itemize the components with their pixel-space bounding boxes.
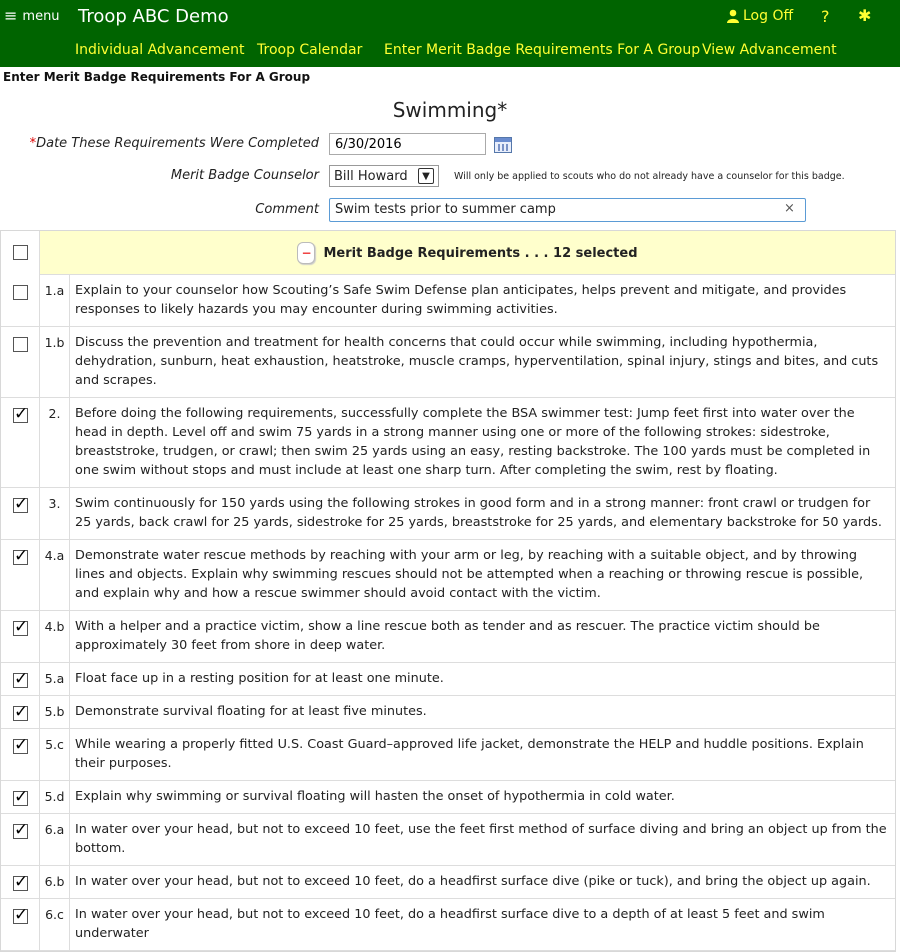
row-checkbox-cell (1, 729, 40, 780)
top-bar (0, 0, 900, 67)
clear-icon[interactable]: × (784, 201, 795, 216)
requirements-table (0, 230, 896, 952)
nav-individual-advancement[interactable]: Individual Advancement (75, 42, 245, 58)
gear-icon[interactable]: ✱ (858, 6, 872, 25)
requirement-number: 5.c (40, 729, 70, 780)
row-checkbox-cell (1, 866, 40, 898)
requirement-number: 2. (40, 398, 70, 487)
row-checkbox[interactable] (13, 285, 28, 300)
counselor-value: Bill Howard (334, 168, 408, 184)
select-all-checkbox[interactable] (13, 245, 28, 260)
row-checkbox[interactable] (13, 824, 28, 839)
requirement-number: 4.a (40, 540, 70, 610)
requirement-text: While wearing a properly fitted U.S. Coast Guard–approved life jacket, demonstrate the HELP and huddle positions. Explain their purposes. (75, 737, 864, 771)
date-label-wrap (30, 136, 319, 151)
log-off-label: Log Off (743, 8, 794, 24)
row-checkbox[interactable] (13, 550, 28, 565)
hamburger-icon: ≡ (4, 6, 18, 25)
row-checkbox-cell (1, 663, 40, 695)
table-row (1, 729, 895, 781)
header-title-wrap (40, 231, 895, 275)
row-checkbox-cell (1, 275, 40, 326)
requirement-number: 3. (40, 488, 70, 539)
requirement-text: Explain why swimming or survival floating will hasten the onset of hypothermia in cold water. (75, 789, 675, 804)
counselor-note: Will only be applied to scouts who do not already have a counselor for this badge. (454, 171, 845, 182)
table-row (1, 327, 895, 398)
row-checkbox-cell (1, 696, 40, 728)
requirement-text: In water over your head, but not to exceed 10 feet, do a headfirst surface dive (pike or tuck), and bring the object up again. (75, 874, 871, 889)
requirement-number: 6.b (40, 866, 70, 898)
nav-view-advancement[interactable]: View Advancement (702, 42, 837, 58)
requirement-number: 1.b (40, 327, 70, 397)
requirement-number: 4.b (40, 611, 70, 662)
menu-button[interactable] (4, 8, 60, 24)
requirement-text: With a helper and a practice victim, show a line rescue both as tender and as rescuer. The practice victim should be approximately 30 feet from shore in deep water. (75, 619, 820, 653)
table-row (1, 663, 895, 696)
page-title: Swimming* (392, 98, 508, 122)
nav-enter-merit-badge-requirements[interactable]: Enter Merit Badge Requirements For A Group (384, 42, 701, 58)
row-checkbox[interactable] (13, 909, 28, 924)
requirement-number: 5.a (40, 663, 70, 695)
table-row (1, 696, 895, 729)
requirement-text: Swim continuously for 150 yards using the following strokes in good form and in a strong manner: front crawl or trudgen for 25 yards, back crawl for 25 yards, sidestroke for 25 yards, breaststroke for 25 yards, and elementary backstroke for 50 yards. (75, 496, 882, 530)
comment-label: Comment (255, 202, 319, 217)
table-body (1, 275, 895, 951)
requirement-text: Before doing the following requirements, successfully complete the BSA swimmer test: Jump feet first into water over the head in depth. Level off and swim 75 yards in a strong manner using one or more of the following strokes: sidestroke, breaststroke, trudgen, or crawl; then swim 25 yards using an easy, resting backstroke. The 100 yards must be completed in one swim without stops and must include at least one sharp turn. After completing the swim, rest by floating. (75, 406, 871, 478)
row-checkbox-cell (1, 899, 40, 950)
row-checkbox-cell (1, 540, 40, 610)
requirement-text: In water over your head, but not to exceed 10 feet, do a headfirst surface dive to a depth of at least 5 feet and swim underwater (75, 907, 825, 941)
table-row (1, 814, 895, 866)
requirement-number: 1.a (40, 275, 70, 326)
main-nav (0, 40, 900, 64)
log-off-button[interactable] (726, 8, 793, 24)
row-checkbox[interactable] (13, 876, 28, 891)
table-row (1, 899, 895, 951)
row-checkbox[interactable] (13, 673, 28, 688)
help-button[interactable]: ? (821, 7, 830, 26)
requirement-text: In water over your head, but not to exceed 10 feet, use the feet first method of surface diving and bring an object up from the bottom. (75, 822, 887, 856)
table-row (1, 275, 895, 327)
comment-input[interactable]: Swim tests prior to summer camp (329, 198, 806, 222)
table-row (1, 540, 895, 611)
row-checkbox[interactable] (13, 408, 28, 423)
row-checkbox-cell (1, 781, 40, 813)
requirement-number: 6.c (40, 899, 70, 950)
row-checkbox[interactable] (13, 337, 28, 352)
chevron-down-icon: ▼ (418, 168, 434, 184)
top-bar-row (0, 0, 900, 36)
row-checkbox-cell (1, 611, 40, 662)
requirement-number: 6.a (40, 814, 70, 865)
counselor-select[interactable] (329, 165, 439, 187)
header-title: Merit Badge Requirements . . . 12 selected (323, 245, 638, 261)
requirement-text: Discuss the prevention and treatment for health concerns that could occur while swimming, including hypothermia, dehydration, sunburn, heat exhaustion, heatstroke, muscle cramps, hyperventilation, spinal injury, stings and bites, and cuts and scrapes. (75, 335, 879, 388)
counselor-label: Merit Badge Counselor (170, 168, 319, 183)
table-row (1, 398, 895, 488)
row-checkbox-cell (1, 488, 40, 539)
menu-label: menu (22, 8, 60, 24)
calendar-icon[interactable] (494, 137, 512, 153)
header-checkbox-cell (1, 231, 40, 275)
requirement-number: 5.b (40, 696, 70, 728)
date-input[interactable] (329, 133, 486, 155)
user-icon (726, 9, 740, 23)
table-header (1, 231, 895, 275)
table-row (1, 781, 895, 814)
row-checkbox[interactable] (13, 498, 28, 513)
requirement-text: Float face up in a resting position for at least one minute. (75, 671, 444, 686)
row-checkbox[interactable] (13, 791, 28, 806)
required-marker: * (29, 136, 37, 151)
row-checkbox[interactable] (13, 739, 28, 754)
row-checkbox-cell (1, 814, 40, 865)
row-checkbox[interactable] (13, 706, 28, 721)
requirement-text: Explain to your counselor how Scouting’s Safe Swim Defense plan anticipates, helps prevent and mitigate, and provides responses to likely hazards you may encounter during swimming activities. (75, 283, 847, 317)
date-label: Date These Requirements Were Completed (36, 136, 319, 151)
table-row (1, 611, 895, 663)
row-checkbox-cell (1, 398, 40, 487)
app-title: Troop ABC Demo (78, 6, 229, 27)
requirement-text: Demonstrate water rescue methods by reaching with your arm or leg, by reaching with a suitable object, and by throwing lines and objects. Explain why swimming rescues should not be attempted when a reaching or throwing rescue is possible, and explain why and how a rescue swimmer should avoid contact with the victim. (75, 548, 864, 601)
requirement-number: 5.d (40, 781, 70, 813)
table-row (1, 866, 895, 899)
requirement-text: Demonstrate survival floating for at least five minutes. (75, 704, 427, 719)
row-checkbox-cell (1, 327, 40, 397)
collapse-icon[interactable]: − (297, 242, 315, 264)
row-checkbox[interactable] (13, 621, 28, 636)
table-row (1, 488, 895, 540)
nav-troop-calendar[interactable]: Troop Calendar (257, 42, 363, 58)
breadcrumb: Enter Merit Badge Requirements For A Group (3, 70, 311, 84)
